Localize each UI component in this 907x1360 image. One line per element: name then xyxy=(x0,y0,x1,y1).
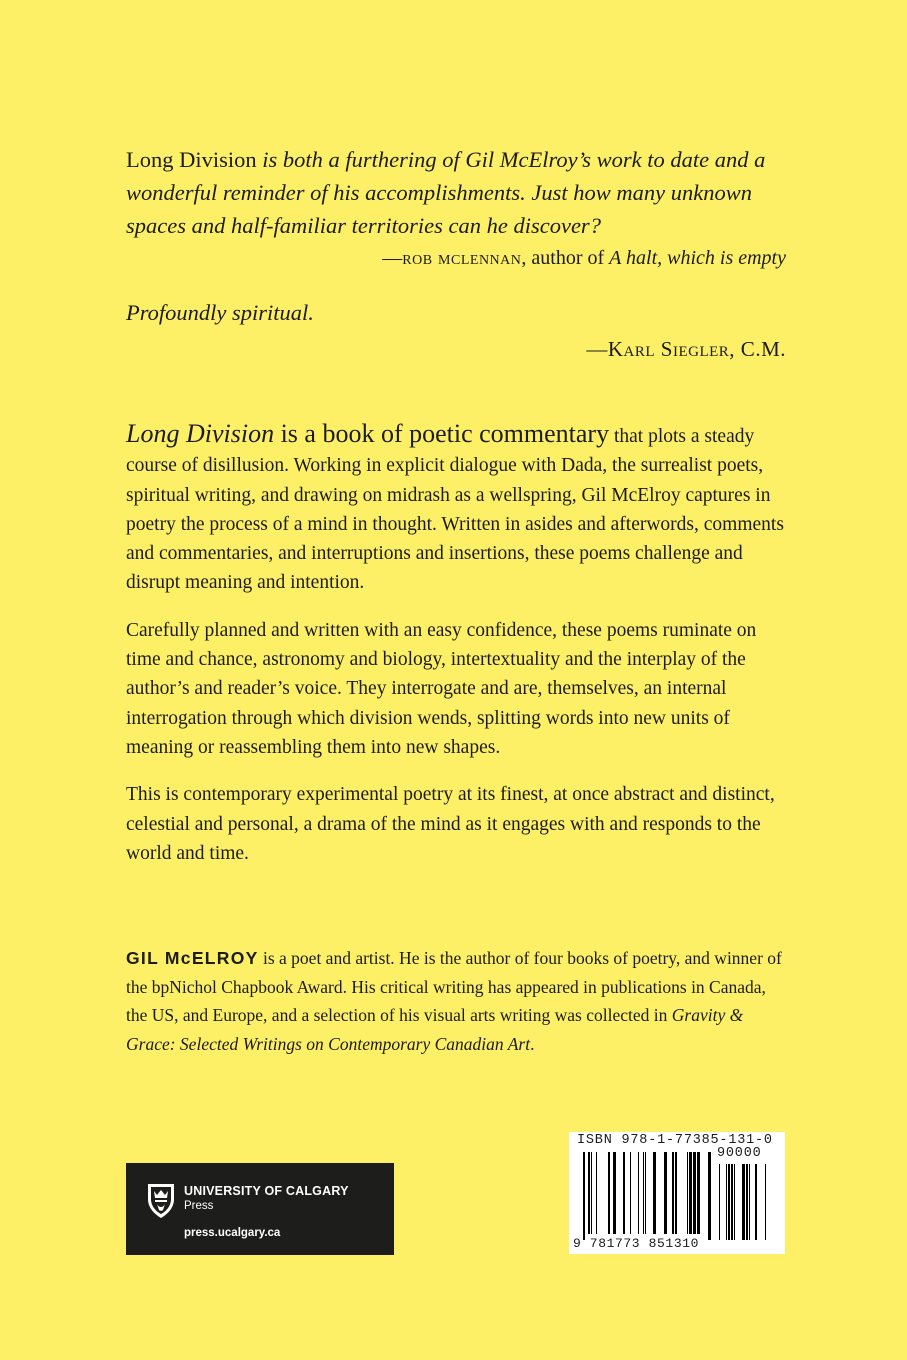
author-bio: GIL McELROY is a poet and artist. He is the author of four books of poetry, and winner of the bpNichol Chapbook Award. His critical writing has appeared in publications in Canada, the US, and Europe, and a selection of his visual arts writing was collected in Gravity & Grace: Selected Writings on Contemporary Canadian Art. xyxy=(126,948,782,1054)
author-book-title: Gravity & Grace: Selected Writings on Contemporary Canadian Art xyxy=(126,1005,744,1054)
publisher-subtitle: Press xyxy=(184,1200,214,1212)
author-name: GIL McELROY xyxy=(126,948,259,968)
book-title-inline: Long Division xyxy=(126,147,257,172)
book-description xyxy=(126,419,791,886)
isbn-digits: 9 781773 851310 xyxy=(573,1236,700,1251)
review-attribution-2: —Karl Siegler, C.M. xyxy=(586,337,786,361)
publisher-name: UNIVERSITY OF CALGARY xyxy=(184,1184,349,1198)
review-quote-2: Profoundly spiritual. xyxy=(126,300,314,325)
review-blurb-2 xyxy=(126,294,786,366)
university-crest-icon xyxy=(146,1181,176,1219)
review-quote-1 xyxy=(126,143,786,242)
isbn-label: ISBN 978-1-77385-131-0 xyxy=(577,1133,773,1148)
review-attribution-1: —rob mclennan, author of A halt, which is empty xyxy=(382,247,786,269)
isbn-barcode xyxy=(569,1132,785,1254)
publisher-logo xyxy=(126,1163,394,1255)
reviewer-work: A halt, which is empty xyxy=(609,247,786,269)
description-title: Long Division xyxy=(126,419,275,448)
description-paragraph-3: This is contemporary experimental poetry at its finest, at once abstract and distinct, celestial and personal, a drama of the mind as it engages with and responds to the world and time. xyxy=(126,784,775,864)
description-paragraph-2: Carefully planned and written with an easy confidence, these poems ruminate on time and chance, astronomy and biology, intertextuality and the interplay of the author’s and reader’s voice. They interrogate and are, themselves, an internal interrogation through which division wends, splitting words into new units of meaning or reassembling them into new shapes. xyxy=(126,619,757,758)
price-addon: 90000 xyxy=(717,1146,762,1161)
publisher-url: press.ucalgary.ca xyxy=(184,1227,281,1239)
reviewer-name: rob mclennan xyxy=(402,247,522,269)
review-quote-text: is both a furthering of Gil McElroy’s work to date and a wonderful reminder of his accomplishments. Just how many unknown spaces and half-familiar territories can he discover? xyxy=(126,147,766,238)
description-paragraph-1: Long Division is a book of poetic commentary that plots a steady course of disillusion. Working in explicit dialogue with Dada, the surrealist poets, spiritual writing, and drawing on midrash as a wellspring, Gil McElroy captures in poetry the process of a mind in thought. Written in asides and afterwords, comments and commentaries, and interruptions and insertions, these poems challenge and disrupt meaning and intention. xyxy=(126,419,784,594)
review-blurb-1 xyxy=(126,143,786,275)
